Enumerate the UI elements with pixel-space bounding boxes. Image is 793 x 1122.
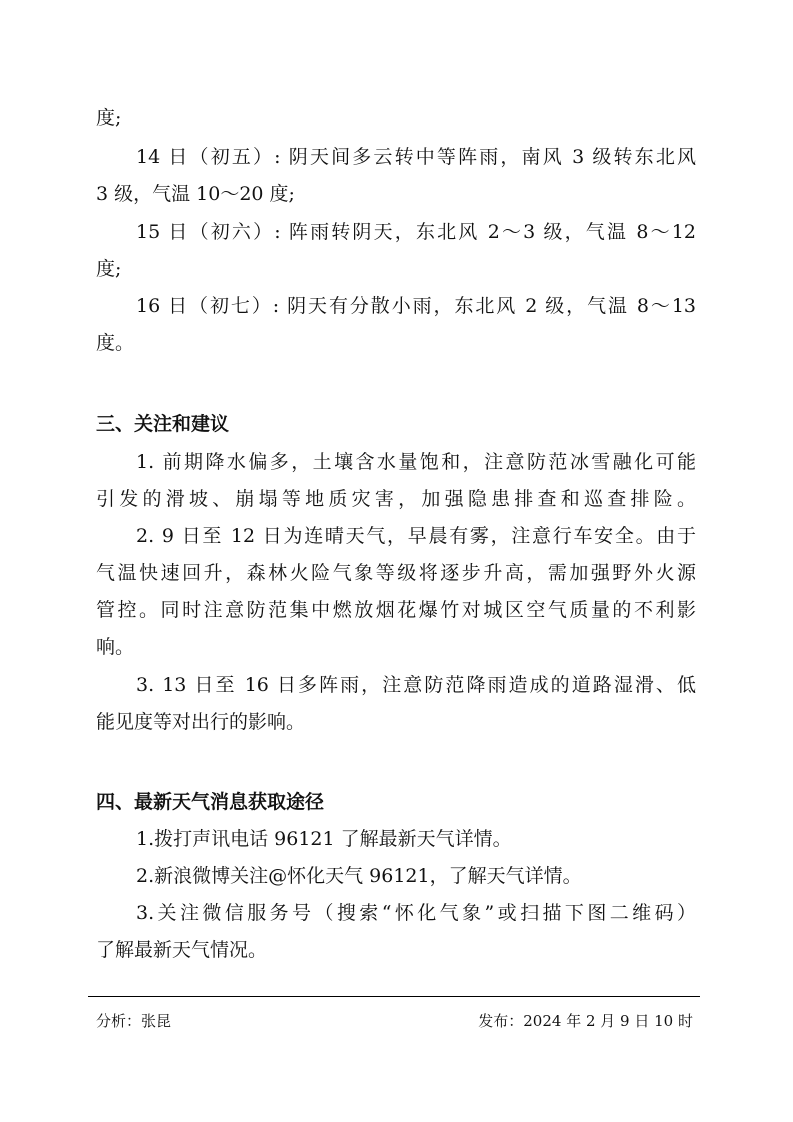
forecast-day14-line2: 3 级，气温 10～20 度; xyxy=(96,183,295,205)
section3-heading: 三、关注和建议 xyxy=(96,413,230,435)
section4-item2: 2.新浪微博关注@怀化天气 96121，了解天气详情。 xyxy=(136,865,582,887)
section3-item2-line3: 管控。同时注意防范集中燃放烟花爆竹对城区空气质量的不利影 xyxy=(96,599,696,621)
footer-divider xyxy=(88,996,700,997)
section3-item3-line1: 3. 13 日至 16 日多阵雨，注意防范降雨造成的道路湿滑、低 xyxy=(136,674,696,696)
section3-item3-line2: 能见度等对出行的影响。 xyxy=(96,711,306,733)
forecast-day15-line2: 度; xyxy=(96,258,122,280)
footer-published: 发布：2024 年 2 月 9 日 10 时 xyxy=(478,1012,693,1030)
forecast-line: 度; xyxy=(96,107,122,129)
footer-analyst: 分析：张昆 xyxy=(96,1012,172,1030)
section4-heading: 四、最新天气消息获取途径 xyxy=(96,791,325,813)
section4-item1: 1.拨打声讯电话 96121 了解最新天气详情。 xyxy=(136,828,512,850)
section3-item2-line1: 2. 9 日至 12 日为连晴天气，早晨有雾，注意行车安全。由于 xyxy=(136,525,696,547)
forecast-day14-line1: 14 日（初五）: 阴天间多云转中等阵雨，南风 3 级转东北风 xyxy=(136,146,696,168)
section3-item2-line2: 气温快速回升，森林火险气象等级将逐步升高，需加强野外火源 xyxy=(96,562,696,584)
section3-item1-line2: 引发的滑坡、崩塌等地质灾害，加强隐患排查和巡查排险。 xyxy=(96,488,696,510)
forecast-day16-line2: 度。 xyxy=(96,332,135,354)
section4-item3-line2: 了解最新天气情况。 xyxy=(96,939,268,961)
forecast-day16-line1: 16 日（初七）: 阴天有分散小雨，东北风 2 级，气温 8～13 xyxy=(136,295,696,317)
section4-item3-line1: 3.关注微信服务号（搜索“怀化气象”或扫描下图二维码） xyxy=(136,902,696,924)
forecast-day15-line1: 15 日（初六）: 阵雨转阴天，东北风 2～3 级，气温 8～12 xyxy=(136,221,696,243)
section3-item2-line4: 响。 xyxy=(96,636,135,658)
section3-item1-line1: 1. 前期降水偏多，土壤含水量饱和，注意防范冰雪融化可能 xyxy=(136,451,696,473)
